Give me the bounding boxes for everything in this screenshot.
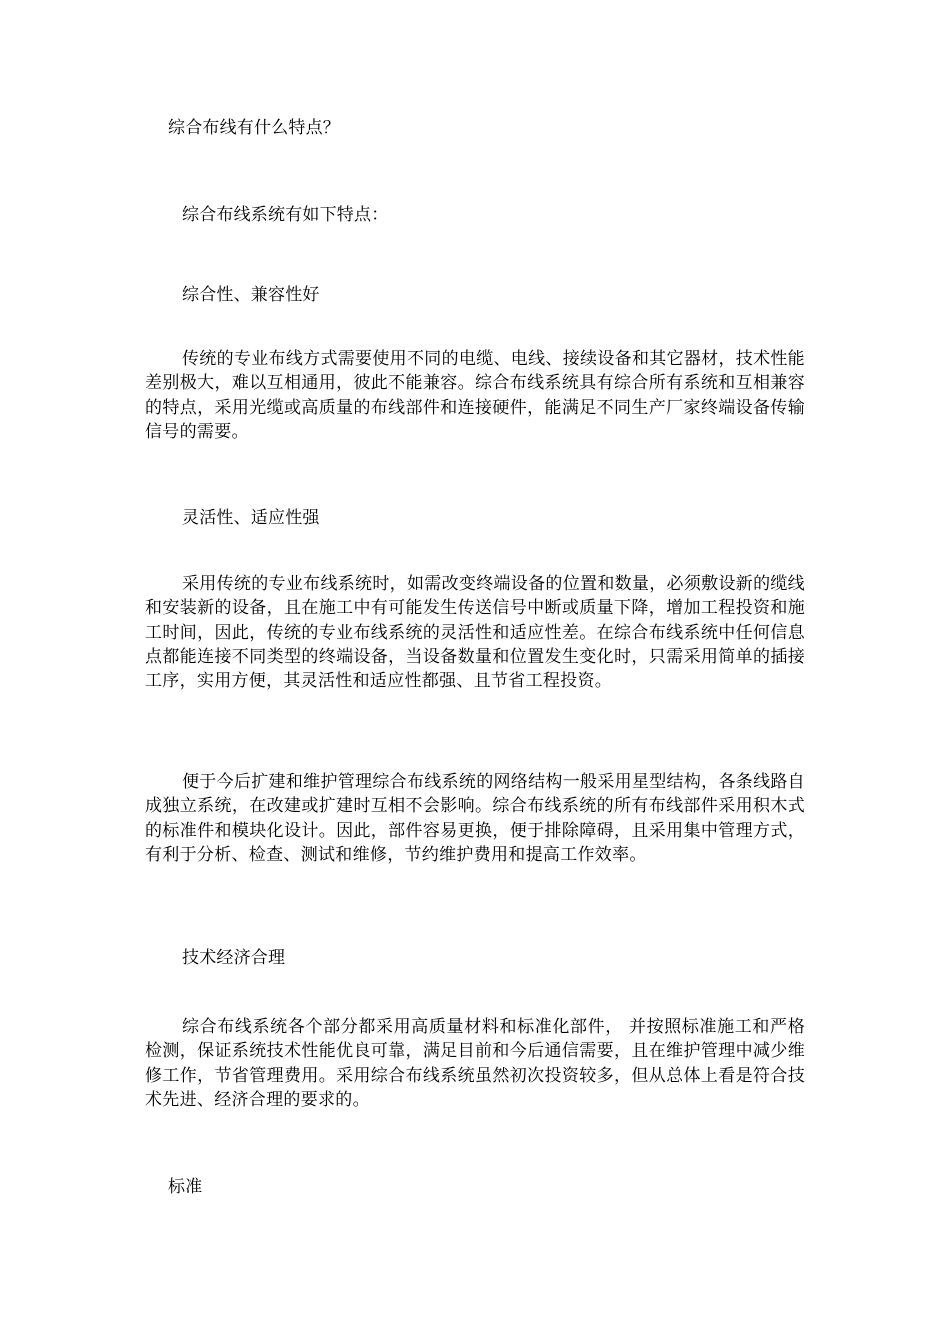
section-heading-economy: 技术经济合理 xyxy=(182,948,286,968)
section-heading-standards: 标准 xyxy=(168,1177,203,1197)
paragraph-flexibility: 采用传统的专业布线系统时，如需改变终端设备的位置和数量，必须敷设新的缆线和安装新的设备，且在施工中有可能发生传送信号中断或质量下降，增加工程投资和施工时间，因此，传统的专业布线系统的灵活性和适应性差。在综合布线系统中任何信息点都能连接不同类型的终端设备，当设备数量和位置发生变化时，只需采用简单的插接工序，实用方便，其灵活性和适应性都强、且节省工程投资。 xyxy=(145,574,805,692)
paragraph-compatibility: 传统的专业布线方式需要使用不同的电缆、电线、接续设备和其它器材，技术性能差别极大，难以互相通用，彼此不能兼容。综合布线系统具有综合所有系统和互相兼容的特点，采用光缆或高质量的布线部件和连接硬件，能满足不同生产厂家终端设备传输信号的需要。 xyxy=(145,349,805,442)
paragraph-economy: 综合布线系统各个部分都采用高质量材料和标准化部件， 并按照标准施工和严格检测，保证系统技术性能优良可靠，满足目前和今后通信需要，且在维护管理中减少维修工作，节省管理费用。采用综合布线系统虽然初次投资较多，但从总体上看是符合技术先进、经济合理的要求的。 xyxy=(145,1017,805,1110)
question-title: 综合布线有什么特点？ xyxy=(168,118,340,138)
section-heading-compatibility: 综合性、兼容性好 xyxy=(182,285,320,305)
paragraph-maintenance: 便于今后扩建和维护管理综合布线系统的网络结构一般采用星型结构，各条线路自成独立系统，在改建或扩建时互相不会影响。综合布线系统的所有布线部件采用积木式的标准件和模块化设计。因此，部件容易更换，便于排除障碍，且采用集中管理方式，有利于分析、检查、测试和维修，节约维护费用和提高工作效率。 xyxy=(145,772,805,865)
section-heading-flexibility: 灵活性、适应性强 xyxy=(182,508,320,528)
intro-line: 综合布线系统有如下特点： xyxy=(182,205,389,225)
